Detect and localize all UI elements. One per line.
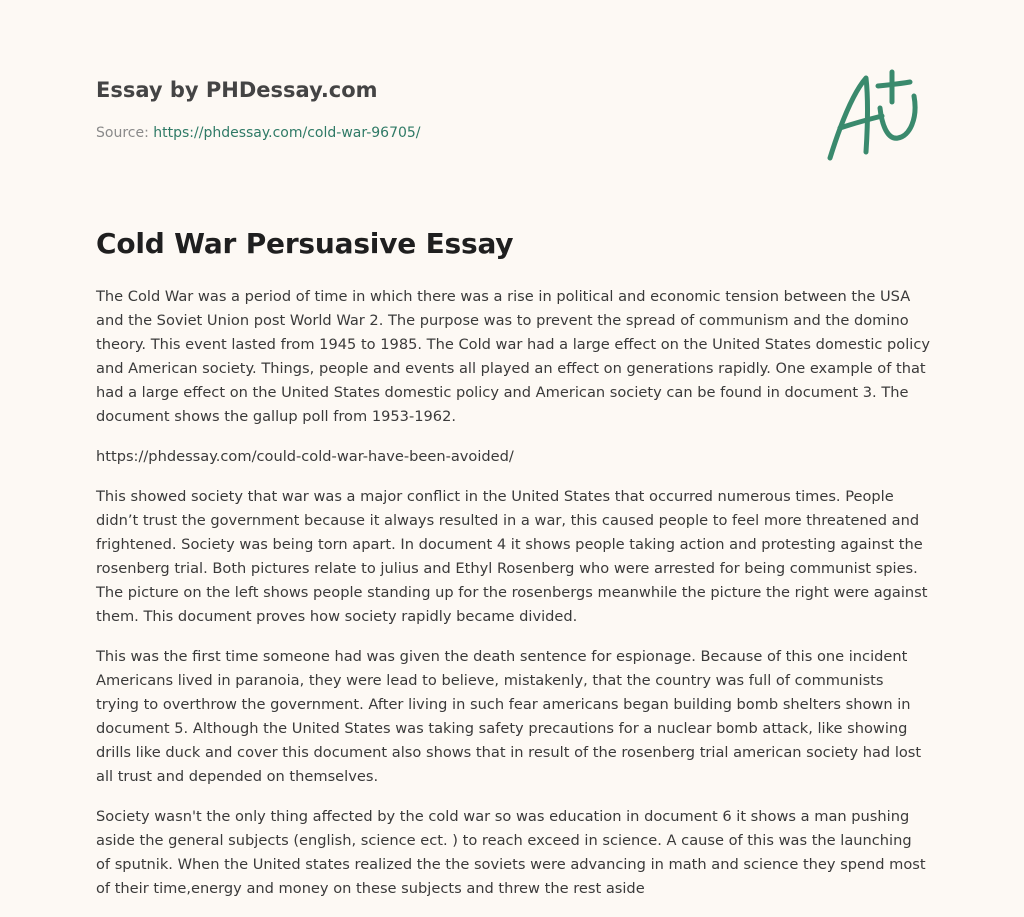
page-header <box>96 76 796 141</box>
essay-body <box>96 285 930 917</box>
paragraph: Society wasn't the only thing affected by the cold war so was education in document 6 it shows a man pushing aside the general subjects (english, science ect. ) to reach exceed in science. A cause of this was the launching of sputnik. When the United states realized the the soviets were advancing in math and science they spend most of their time,energy and money on these subjects and threw the rest aside <box>96 808 926 897</box>
paragraph: The Cold War was a period of time in which there was a rise in political and economic tension between the USA and the Soviet Union post World War 2. The purpose was to prevent the spread of communism and the domino theory. This event lasted from 1945 to 1985. The Cold war had a large effect on the United States domestic policy and American society. Things, people and events all played an effect on generations rapidly. One example of that had a large effect on the United States domestic policy and American society can be found in document 3. The document shows the gallup poll from 1953-1962. <box>96 288 930 425</box>
paragraph: This was the first time someone had was given the death sentence for espionage. Because of this one incident Americans lived in paranoia, they were lead to believe, mistakenly, that the country was full of communists trying to overthrow the government. After living in such fear americans began building bomb shelters shown in document 5. Although the United States was taking safety precautions for a nuclear bomb attack, like showing drills like duck and cover this document also shows that in result of the rosenberg trial american society had lost all trust and depended on themselves. <box>96 648 922 785</box>
source-line <box>96 124 421 142</box>
page-title: Cold War Persuasive Essay <box>96 227 514 260</box>
source-link[interactable]: https://phdessay.com/cold-war-96705/ <box>153 125 421 141</box>
source-label: Source: <box>96 125 154 141</box>
a-plus-grade-icon <box>822 66 928 166</box>
paragraph-link: https://phdessay.com/could-cold-war-have-been-avoided/ <box>96 448 514 465</box>
paragraph: This showed society that war was a major conflict in the United States that occurred numerous times. People didn’t trust the government because it always resulted in a war, this caused people to feel more threatened and frightened. Society was being torn apart. In document 4 it shows people taking action and protesting against the rosenberg trial. Both pictures relate to julius and Ethyl Rosenberg who were arrested for being communist spies. The picture on the left shows people standing up for the rosenbergs meanwhile the picture the right were against them. This document proves how society rapidly became divided. <box>96 488 928 625</box>
site-brand: Essay by PHDessay.com <box>96 78 378 102</box>
